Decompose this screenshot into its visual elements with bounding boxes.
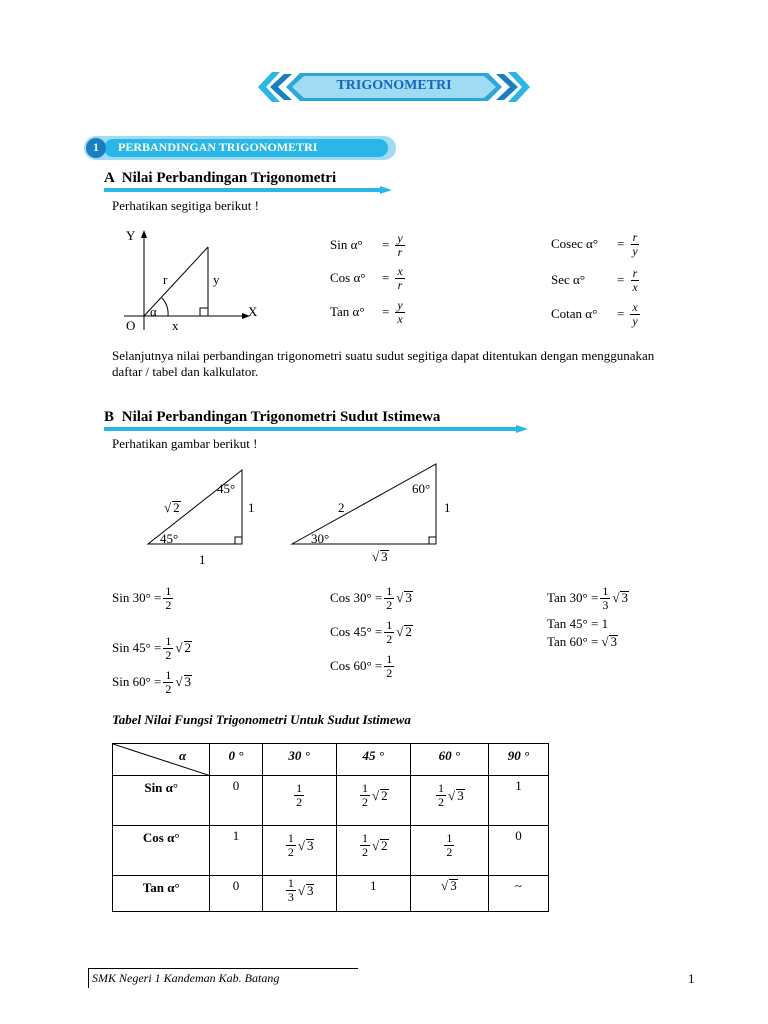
section-number: 1 xyxy=(93,140,99,154)
table-header-cell: 60 ° xyxy=(410,744,488,776)
tri30-base: √ 3 xyxy=(372,549,388,564)
table-cell: 0 xyxy=(210,776,262,826)
ratio-cos: Cos α° = $\frac{x}{r}$ xyxy=(330,263,403,292)
subsection-a-heading xyxy=(104,170,336,187)
ratio-cosec: Cosec α° = $\frac{r}{y}$ xyxy=(551,229,638,258)
tri30-side: 1 xyxy=(444,500,451,515)
value-sin45: Sin 45° = $\frac{1}{2}$ √ 2 xyxy=(112,633,192,662)
x-axis-label: X xyxy=(248,304,258,319)
section-title: PERBANDINGAN TRIGONOMETRI xyxy=(118,140,318,154)
tri30-angle-bottom: 30° xyxy=(311,531,330,546)
tri45-side: 1 xyxy=(248,500,255,515)
footer-rule xyxy=(88,968,358,969)
ratio-sin: Sin α° = $\frac{y}{r}$ xyxy=(330,230,403,259)
subsection-title: Nilai Perbandingan Trigonometri Sudut Istimewa xyxy=(121,409,441,425)
underline-end xyxy=(380,184,392,196)
table-cell: $\frac{1}{2}$ xyxy=(410,826,488,876)
ratio-cotan: Cotan α° = $\frac{x}{y}$ xyxy=(551,299,638,328)
table-header-cell: 30 ° xyxy=(262,744,336,776)
table-cell: 1 xyxy=(488,776,548,826)
triangle-45 xyxy=(140,460,250,550)
table-header-cell: 90 ° xyxy=(488,744,548,776)
value-tan30: Tan 30° = $\frac{1}{3}$ √ 3 xyxy=(547,583,628,612)
table-cell: $\frac{1}{2}$ √ 2 xyxy=(336,826,410,876)
tri45-angle-bottom: 45° xyxy=(160,531,179,546)
opp-label: y xyxy=(213,272,220,287)
table-cell: $\frac{1}{2}$ √ 3 xyxy=(410,776,488,826)
hyp-label: r xyxy=(163,272,168,287)
tri45-hyp: √ 2 xyxy=(164,500,180,515)
row-label: Cos α° xyxy=(113,826,210,876)
intro-text: Perhatikan segitiga berikut ! xyxy=(112,198,259,213)
value-cos45: Cos 45° = $\frac{1}{2}$ √ 2 xyxy=(330,617,412,646)
tri30-angle-top: 60° xyxy=(412,481,431,496)
underline-end xyxy=(516,423,528,435)
row-label: Tan α° xyxy=(113,876,210,912)
row-label: Sin α° xyxy=(113,776,210,826)
outro-text: Selanjutnya nilai perbandingan trigonometri suatu sudut segitiga dapat ditentukan dengan menggunakan daftar / tabel dan kalkulator. xyxy=(112,348,655,379)
table-cell: ~ xyxy=(488,876,548,912)
table-caption: Tabel Nilai Fungsi Trigonometri Untuk Sudut Istimewa xyxy=(112,712,411,727)
adj-label: x xyxy=(172,318,179,333)
table-header-row xyxy=(113,744,549,776)
tri45-angle-top: 45° xyxy=(217,481,236,496)
table-header-cell: 45 ° xyxy=(336,744,410,776)
table-cell: 1 xyxy=(336,876,410,912)
subsection-b-heading xyxy=(104,409,440,426)
origin-label: O xyxy=(126,318,136,333)
subsection-underline xyxy=(104,188,386,192)
footer-tick xyxy=(88,968,89,988)
table-cell: 1 xyxy=(210,826,262,876)
table-header-cell: 0 ° xyxy=(210,744,262,776)
value-cos30: Cos 30° = $\frac{1}{2}$ √ 3 xyxy=(330,583,412,612)
table-row xyxy=(113,826,549,876)
table-cell: 0 xyxy=(488,826,548,876)
ratio-tan: Tan α° = $\frac{y}{x}$ xyxy=(330,297,403,326)
table-cell: $\frac{1}{3}$ √ 3 xyxy=(262,876,336,912)
value-sin60: Sin 60° = $\frac{1}{2}$ √ 3 xyxy=(112,667,192,696)
table-cell: $\frac{1}{2}$ √ 3 xyxy=(262,826,336,876)
table-row xyxy=(113,776,549,826)
table-cell: $\frac{1}{2}$ √ 2 xyxy=(336,776,410,826)
table-row xyxy=(113,876,549,912)
table-corner-cell: α xyxy=(113,744,210,776)
table-cell: √ 3 xyxy=(410,876,488,912)
tri30-hyp: 2 xyxy=(338,500,345,515)
subsection-underline xyxy=(104,427,522,431)
page-title: TRIGONOMETRI xyxy=(336,78,452,93)
value-tan45: Tan 45° = 1 xyxy=(547,616,609,631)
table-cell: $\frac{1}{2}$ xyxy=(262,776,336,826)
page-number: 1 xyxy=(688,971,695,986)
value-cos60: Cos 60° = $\frac{1}{2}$ xyxy=(330,651,393,680)
subsection-title: Nilai Perbandingan Trigonometri xyxy=(121,170,337,186)
subsection-letter: A xyxy=(104,170,115,186)
y-axis-label: Y xyxy=(126,228,136,243)
intro-text: Perhatikan gambar berikut ! xyxy=(112,436,258,451)
ratio-sec: Sec α° = $\frac{r}{x}$ xyxy=(551,265,638,294)
value-tan60: Tan 60° = √ 3 xyxy=(547,634,617,649)
trig-table xyxy=(112,743,549,912)
angle-label: α xyxy=(150,304,157,319)
value-sin30: Sin 30° = $\frac{1}{2}$ xyxy=(112,583,172,612)
footer-school: SMK Negeri 1 Kandeman Kab. Batang xyxy=(92,971,280,985)
tri45-base: 1 xyxy=(199,552,206,567)
subsection-letter: B xyxy=(104,409,115,425)
table-cell: 0 xyxy=(210,876,262,912)
